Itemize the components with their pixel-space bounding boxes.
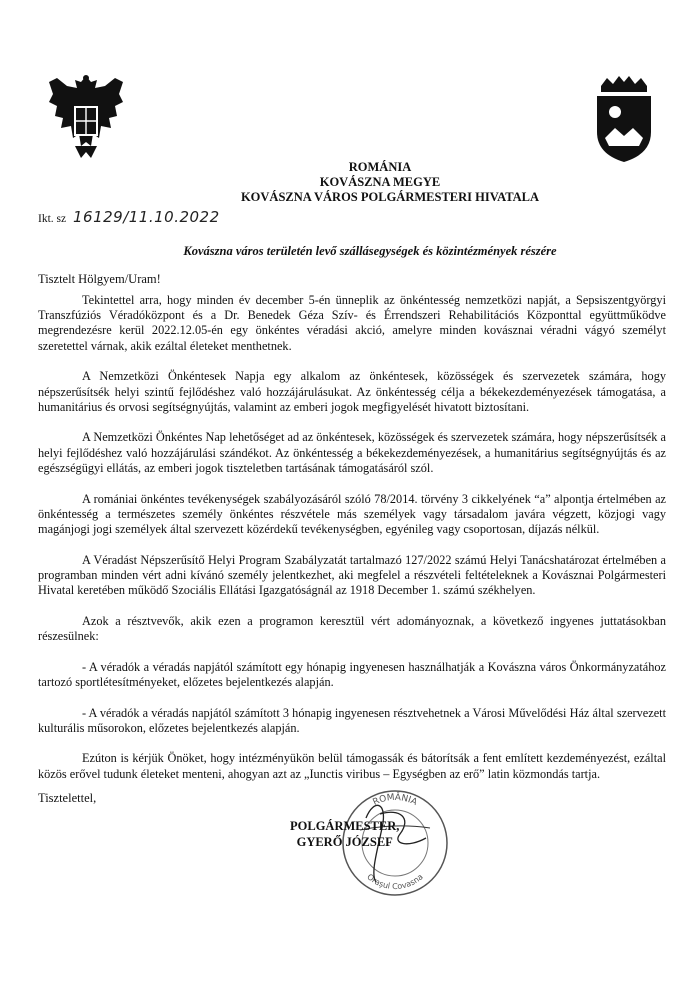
registration-label: Ikt. sz bbox=[38, 213, 67, 225]
paragraph: A Véradást Népszerűsítő Helyi Program Szabályzatát tartalmazó 127/2022 számú Helyi Tanácshatározat értelmében a programban minden vért adni kívánó személy jelentkezhet, aki megfelel a részvételi feltételeknek a Kovásznai Polgármesteri Hivatal keretében működő Szociális Ellátási Igazgatóságnál az 1918 December 1. számú székhelyen. bbox=[38, 552, 666, 598]
paragraph: A Nemzetközi Önkéntesek Napja egy alkalom az önkéntesek, közösségek és szervezetek számára, hogy népszerűsítsék helyi szintű fejlődéshez való hozzájárulásukat. Az önkéntesség célja a békekezdeményezések támogatása, a humanitárius és orvosi segítségnyújtás, valamint az emberi jogok megfigyelését hivatott biztosítani. bbox=[38, 369, 666, 414]
closing: Tisztelettel, bbox=[38, 791, 97, 805]
stamp-bottom-text: Orașul Covasna bbox=[365, 872, 425, 892]
stamp-top-text: ROMÂNIA bbox=[371, 792, 419, 808]
kovaszna-coat-of-arms-icon bbox=[593, 72, 655, 164]
paragraph: A Nemzetközi Önkéntes Nap lehetőséget ad az önkéntesek, közösségek és szervezetek számára, hogy népszerűsítsék a helyi fejlődéshez való hozzájárulási szándékot. Az önkéntesség a békekezdeményezések, a humanitárius segítségnyújtás és az egészségügyi ellátás, az emberi jogok tiszteletben tartásának támogatásáról szól. bbox=[38, 430, 666, 475]
subject-text: Kovászna város területén levő szállásegységek és közintézmények részére bbox=[183, 244, 557, 258]
signatory-title: POLGÁRMESTER, bbox=[290, 819, 400, 833]
paragraph: Azok a résztvevők, akik ezen a programon keresztül vért adományoznak, a következő ingyenes juttatásokban részesülnek: bbox=[38, 613, 666, 643]
registration-value: 16129/11.10.2022 bbox=[72, 208, 220, 226]
letter-subject bbox=[0, 244, 700, 259]
country-name: ROMÁNIA bbox=[348, 160, 412, 174]
paragraph: Tekintettel arra, hogy minden év december 5-én ünneplik az önkéntesség nemzetközi napját, a Sepsiszentgyörgyi Transzfúziós Véradóközpont és a Dr. Benedek Géza Szív- és Érrendszeri Rehabilitációs Központtal együttműködve megrendezésre kerül 2022.12.05-én egy önkéntes véradási akció, amelyre minden kovásznai véradni vágyó személyt szeretettel várnak, akik ezáltal életeket menthetnek. bbox=[38, 293, 666, 353]
county-name: KOVÁSZNA MEGYE bbox=[319, 175, 441, 189]
signature-block bbox=[290, 818, 399, 850]
signatory-name: GYERŐ JÓZSEF bbox=[296, 835, 393, 849]
benefit-item: - A véradók a véradás napjától számított 3 hónapig ingyenesen résztvehetnek a Városi Művelődési Ház által szervezett kulturális műsorokon, előzetes bejelentkezés alapján. bbox=[38, 705, 666, 735]
greeting: Tisztelt Hölgyem/Uram! bbox=[38, 272, 161, 286]
paragraph: Ezúton is kérjük Önöket, hogy intézményükön belül támogassák és bátorítsák a fent említett kezdeményezést, ezáltal közös erővel tudunk életeket menteni, ahogyan azt az „Iunctis viribus – Egységben az erő” latin közmondás tartja. bbox=[38, 751, 666, 781]
registration-number bbox=[38, 208, 220, 226]
paragraph: A romániai önkéntes tevékenységek szabályozásáról szóló 78/2014. törvény 3 cikkelyének “a” alpontja értelmében az önkéntesség a természetes személy önkéntes részvétele más személyek vagy társadalom javára végzett, közjogi vagy magánjogi jogi személyek által szervezett közérdekű tevékenységben, egyénileg vagy csoportosan, díjazás nélkül. bbox=[38, 491, 666, 536]
letter-body bbox=[38, 293, 666, 797]
office-name: KOVÁSZNA VÁROS POLGÁRMESTERI HIVATALA bbox=[240, 190, 540, 204]
letterhead bbox=[0, 160, 700, 205]
benefit-item: - A véradók a véradás napjától számított egy hónapig ingyenesen használhatják a Kovászna város Önkormányzatához tartozó sportlétesítményeket, előzetes bejelentkezés alapján. bbox=[38, 659, 666, 689]
romania-coat-of-arms-icon bbox=[45, 72, 127, 164]
